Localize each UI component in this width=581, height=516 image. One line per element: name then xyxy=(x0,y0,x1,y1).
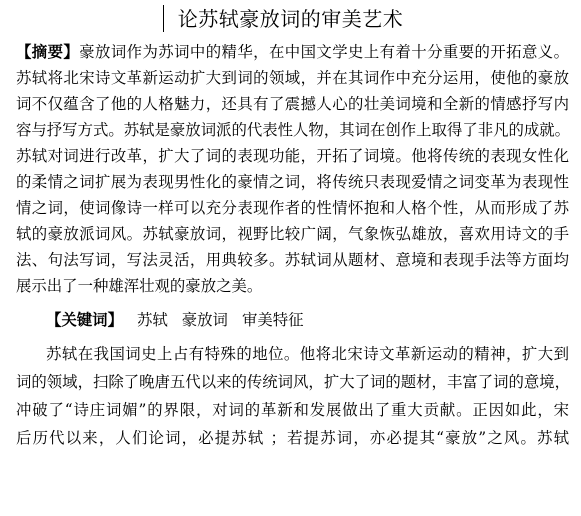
abstract-line: 情之词，使词像诗一样可以充分表现作者的性情怀抱和人格个性，从而形成了苏 xyxy=(16,199,569,217)
abstract-line: 词不仅蕴含了他的人格魅力，还具有了震撼人心的壮美词境和全新的情感抒写内 xyxy=(16,95,569,113)
body-line: 词的领域，扫除了晚唐五代以来的传统词风，扩大了词的题材，丰富了词的意境， xyxy=(16,373,571,391)
keywords-label: 【关键词】 xyxy=(46,311,123,329)
abstract-line xyxy=(16,42,569,62)
keyword: 审美特征 xyxy=(241,311,304,329)
abstract-line: 苏轼将北宋诗文革新运动扩大到词的领域，并在其词作中充分运用，使他的豪放 xyxy=(16,69,569,87)
keyword: 苏轼 xyxy=(136,311,168,329)
body-line: 苏轼在我国词史上占有特殊的地位。他将北宋诗文革新运动的精神，扩大到 xyxy=(46,345,569,363)
abstract-text: 豪放词作为苏词中的精华，在中国文学史上有着十分重要的开拓意义。 xyxy=(79,43,569,61)
abstract-line: 法、句法写词，写法灵活，用典较多。苏轼词从题材、意境和表现手法等方面均 xyxy=(16,251,569,269)
body-line: 冲破了“诗庄词媚”的界限，对词的革新和发展做出了重大贡献。正因如此，宋 xyxy=(16,401,569,419)
abstract-line: 容与抒写方式。苏轼是豪放词派的代表性人物，其词在创作上取得了非凡的成就。 xyxy=(16,121,571,139)
abstract-line: 轼的豪放派词风。苏轼豪放词，视野比较广阔，气象恢弘雄放，喜欢用诗文的手 xyxy=(16,225,569,243)
abstract-line: 展示出了一种雄浑壮观的豪放之美。 xyxy=(16,277,263,295)
abstract-label: 【摘要】 xyxy=(16,43,80,61)
keyword: 豪放词 xyxy=(181,311,228,329)
abstract-line: 苏轼对词进行改革，扩大了词的表现功能，开拓了词境。他将传统的表现女性化 xyxy=(16,147,569,165)
document-title: 论苏轼豪放词的审美艺术 xyxy=(177,7,404,31)
body-line: 后历代以来，人们论词，必提苏轼 ；若提苏词，亦必提其“豪放”之风。苏轼 xyxy=(16,429,569,447)
keywords-line xyxy=(46,310,304,330)
abstract-line: 的柔情之词扩展为表现男性化的豪情之词，将传统只表现爱情之词变革为表现性 xyxy=(16,173,569,191)
